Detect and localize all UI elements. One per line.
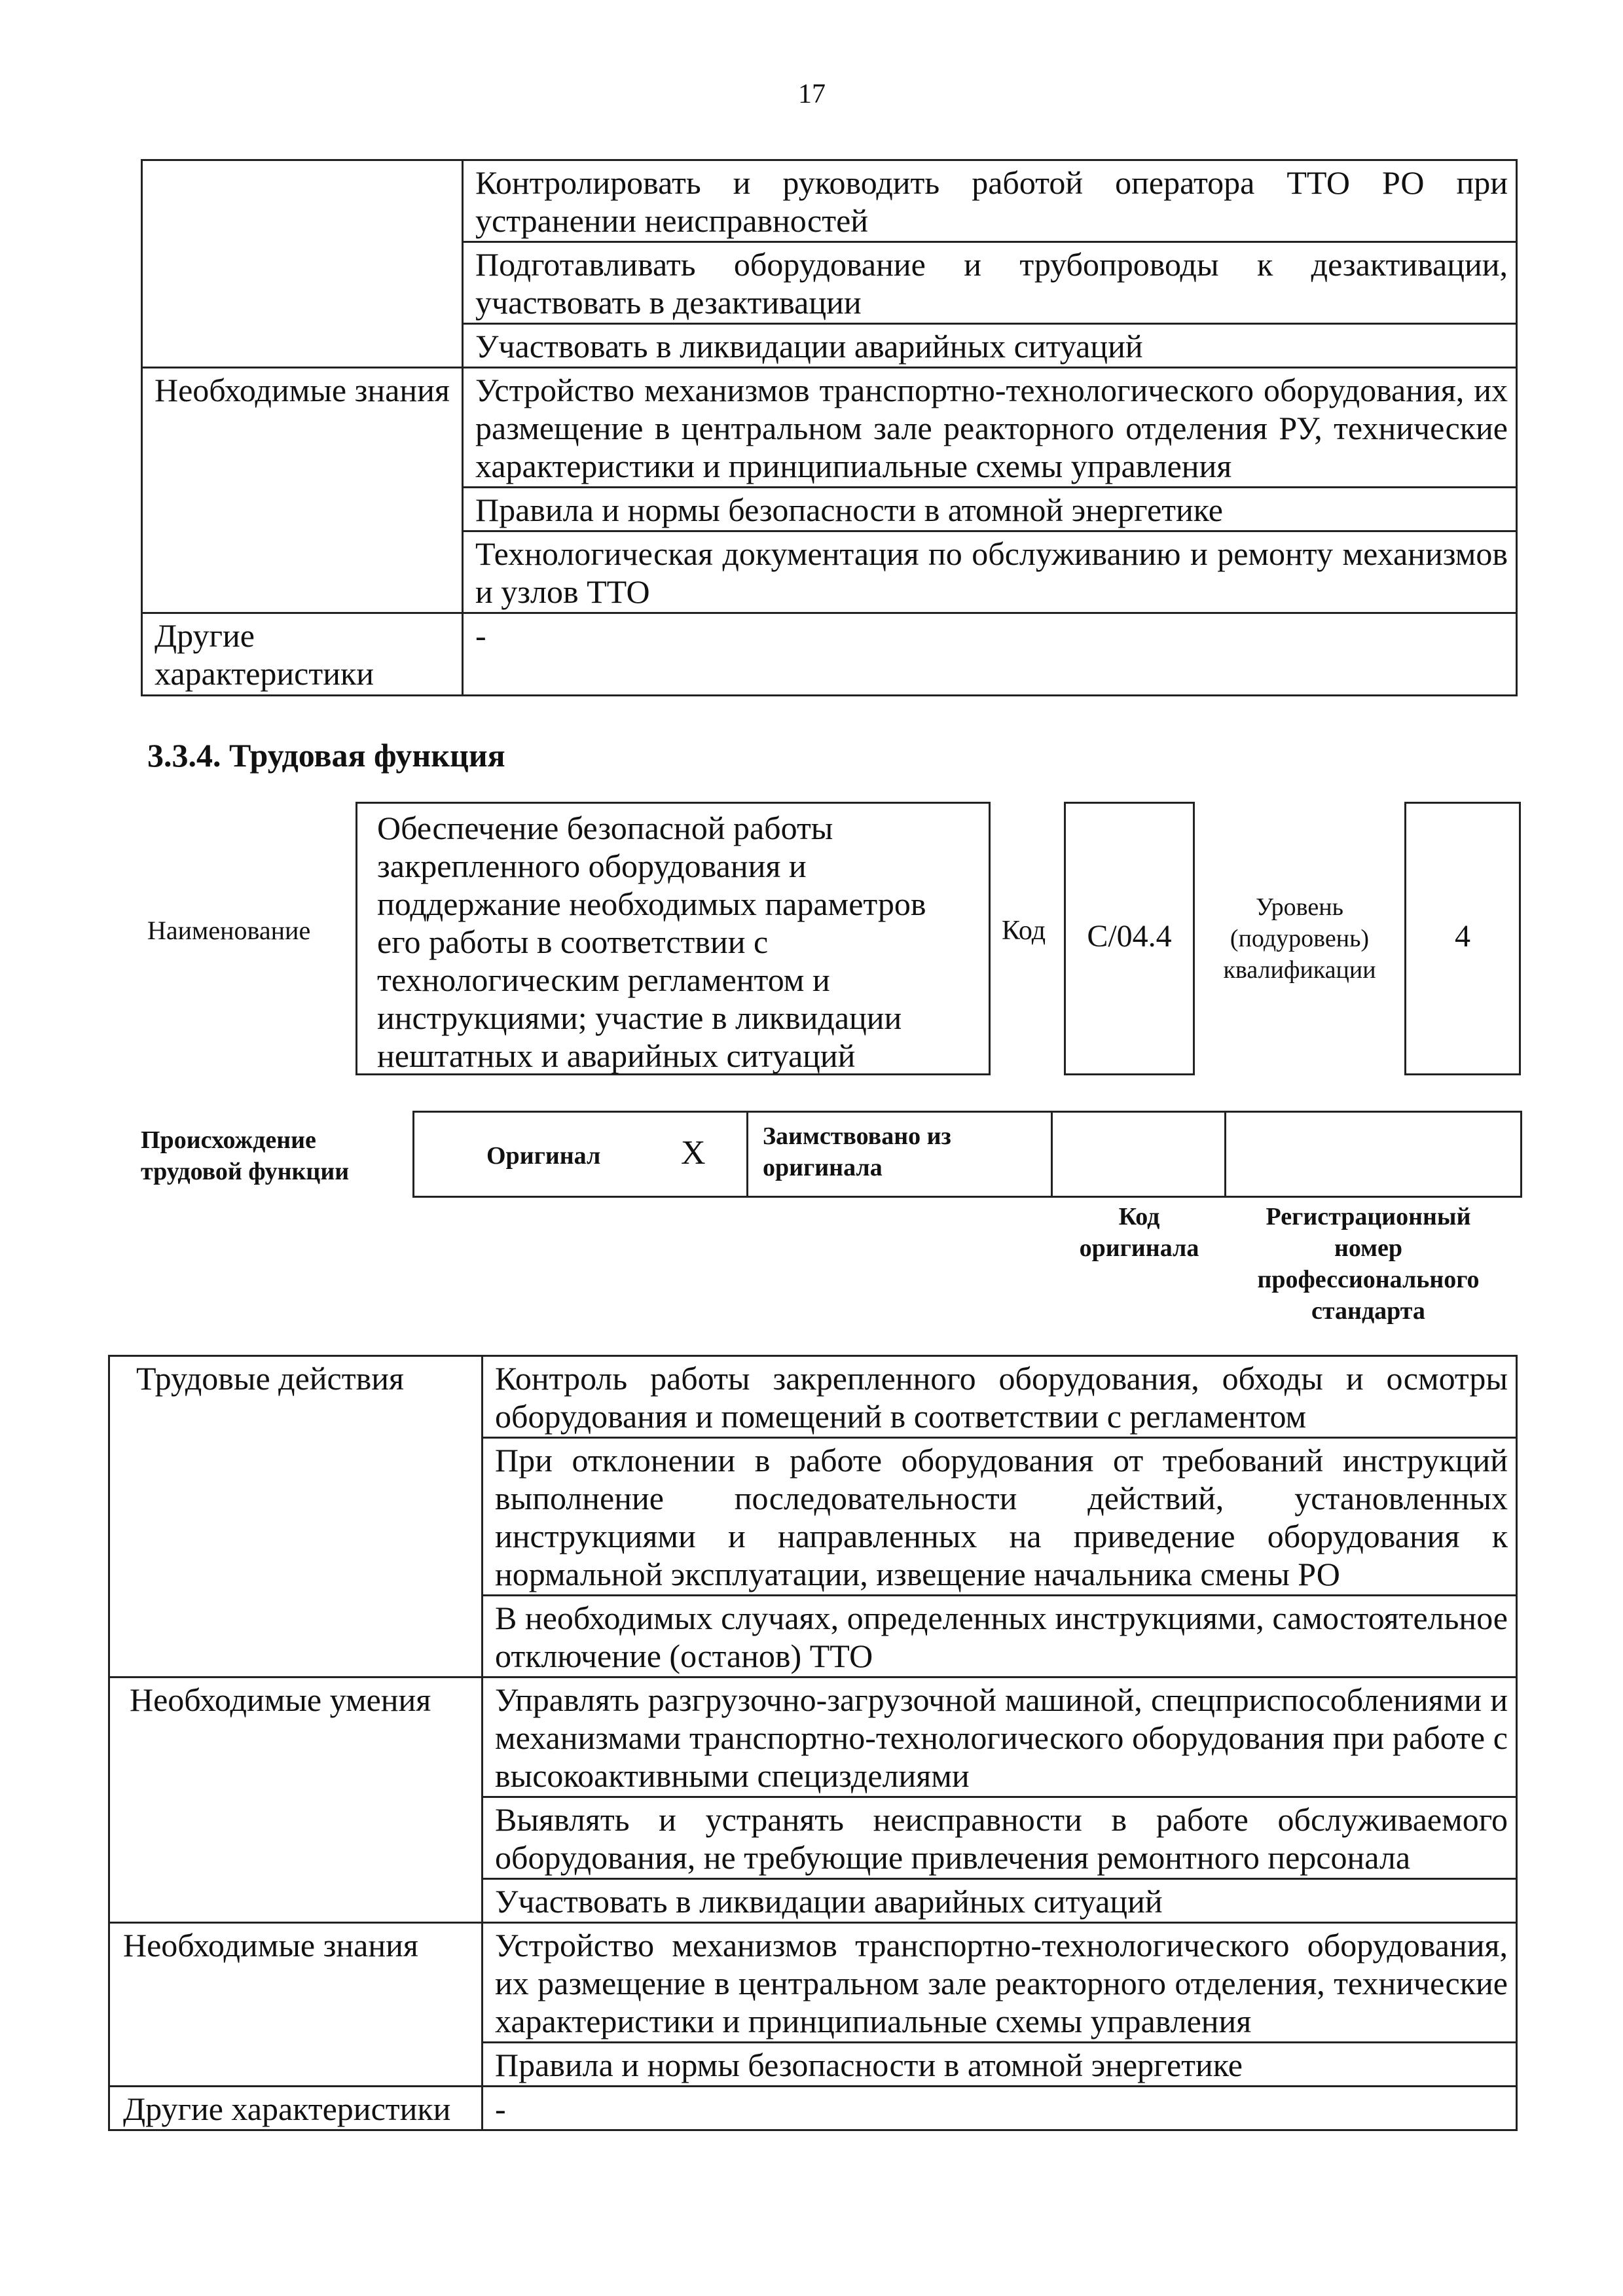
row-label-other: Другие характеристики bbox=[142, 613, 463, 696]
row-label-knowledge: Необходимые знания bbox=[109, 1923, 483, 2087]
reg-caption: Регистрационный номер профессионального стандарта bbox=[1257, 1203, 1480, 1325]
row-label-actions: Трудовые действия bbox=[109, 1356, 483, 1677]
code-value: C/04.4 bbox=[1087, 919, 1172, 954]
table-cell: Правила и нормы безопасности в атомной энергетике bbox=[483, 2043, 1517, 2087]
row-label-knowledge: Необходимые знания bbox=[142, 368, 463, 613]
original-mark: X bbox=[681, 1134, 706, 1172]
table-cell: При отклонении в работе оборудования от требований инструкций выполнение последовательности действий, установленных инструкциями и направленных на приведение оборудования к нормальной эксплуатации, извещение начальника смены РО bbox=[483, 1438, 1517, 1596]
row-label-other: Другие характеристики bbox=[109, 2087, 483, 2130]
code-label: Код bbox=[1002, 916, 1046, 946]
level-label: Уровень (подуровень) квалификации bbox=[1223, 893, 1376, 984]
table-cell: Подготавливать оборудование и трубопроводы к дезактивации, участвовать в дезактивации bbox=[463, 242, 1517, 324]
level-value: 4 bbox=[1455, 919, 1470, 954]
section-heading: 3.3.4. Трудовая функция bbox=[147, 737, 505, 774]
table-cell: Выявлять и устранять неисправности в работе обслуживаемого оборудования, не требующие привлечения ремонтного персонала bbox=[483, 1797, 1517, 1879]
row-label-skills: Необходимые умения bbox=[109, 1677, 483, 1923]
row-label-empty bbox=[142, 160, 463, 368]
name-box bbox=[356, 802, 991, 1075]
borrowed-label: Заимствовано из оригинала bbox=[763, 1122, 951, 1181]
table-cell: - bbox=[463, 613, 1517, 696]
table-cell: Устройство механизмов транспортно-технологического оборудования, их размещение в центральном зале реакторного отделения, технические характеристики и принципиальные схемы управления bbox=[483, 1923, 1517, 2043]
level-box bbox=[1404, 802, 1521, 1075]
competency-table-2 bbox=[108, 1355, 1518, 2131]
divider bbox=[1051, 1111, 1053, 1198]
table-cell: Технологическая документация по обслуживанию и ремонту механизмов и узлов ТТО bbox=[463, 531, 1517, 613]
code-box bbox=[1064, 802, 1195, 1075]
origin-label: Происхождение трудовой функции bbox=[141, 1126, 350, 1185]
table-cell: Устройство механизмов транспортно-технологического оборудования, их размещение в центральном зале реакторного отделения РУ, технические характеристики и принципиальные схемы управления bbox=[463, 368, 1517, 488]
table-cell: Управлять разгрузочно-загрузочной машиной, спецприспособлениями и механизмами транспортно-технологического оборудования при работе с высокоактивными специзделиями bbox=[483, 1677, 1517, 1797]
divider bbox=[746, 1111, 748, 1198]
name-label: Наименование bbox=[147, 916, 311, 945]
competency-table-1 bbox=[141, 159, 1518, 696]
page-number: 17 bbox=[798, 79, 826, 109]
divider bbox=[1224, 1111, 1226, 1198]
table-cell: В необходимых случаях, определенных инструкциями, самостоятельное отключение (останов) ТТО bbox=[483, 1596, 1517, 1677]
table-cell: Участвовать в ликвидации аварийных ситуаций bbox=[483, 1879, 1517, 1923]
original-label: Оригинал bbox=[486, 1142, 601, 1170]
table-cell: Правила и нормы безопасности в атомной энергетике bbox=[463, 488, 1517, 531]
table-cell: Участвовать в ликвидации аварийных ситуаций bbox=[463, 324, 1517, 368]
table-cell: Контролировать и руководить работой оператора ТТО РО при устранении неисправностей bbox=[463, 160, 1517, 242]
table-cell: - bbox=[483, 2087, 1517, 2130]
code-caption: Код оригинала bbox=[1079, 1203, 1199, 1262]
table-cell: Контроль работы закрепленного оборудования, обходы и осмотры оборудования и помещений в соответствии с регламентом bbox=[483, 1356, 1517, 1438]
function-name: Обеспечение безопасной работы закрепленного оборудования и поддержание необходимых параметров его работы в соответствии с технологическим регламентом и инструкциями; участие в ликвидации нештатных и аварийных ситуаций bbox=[377, 810, 926, 1074]
